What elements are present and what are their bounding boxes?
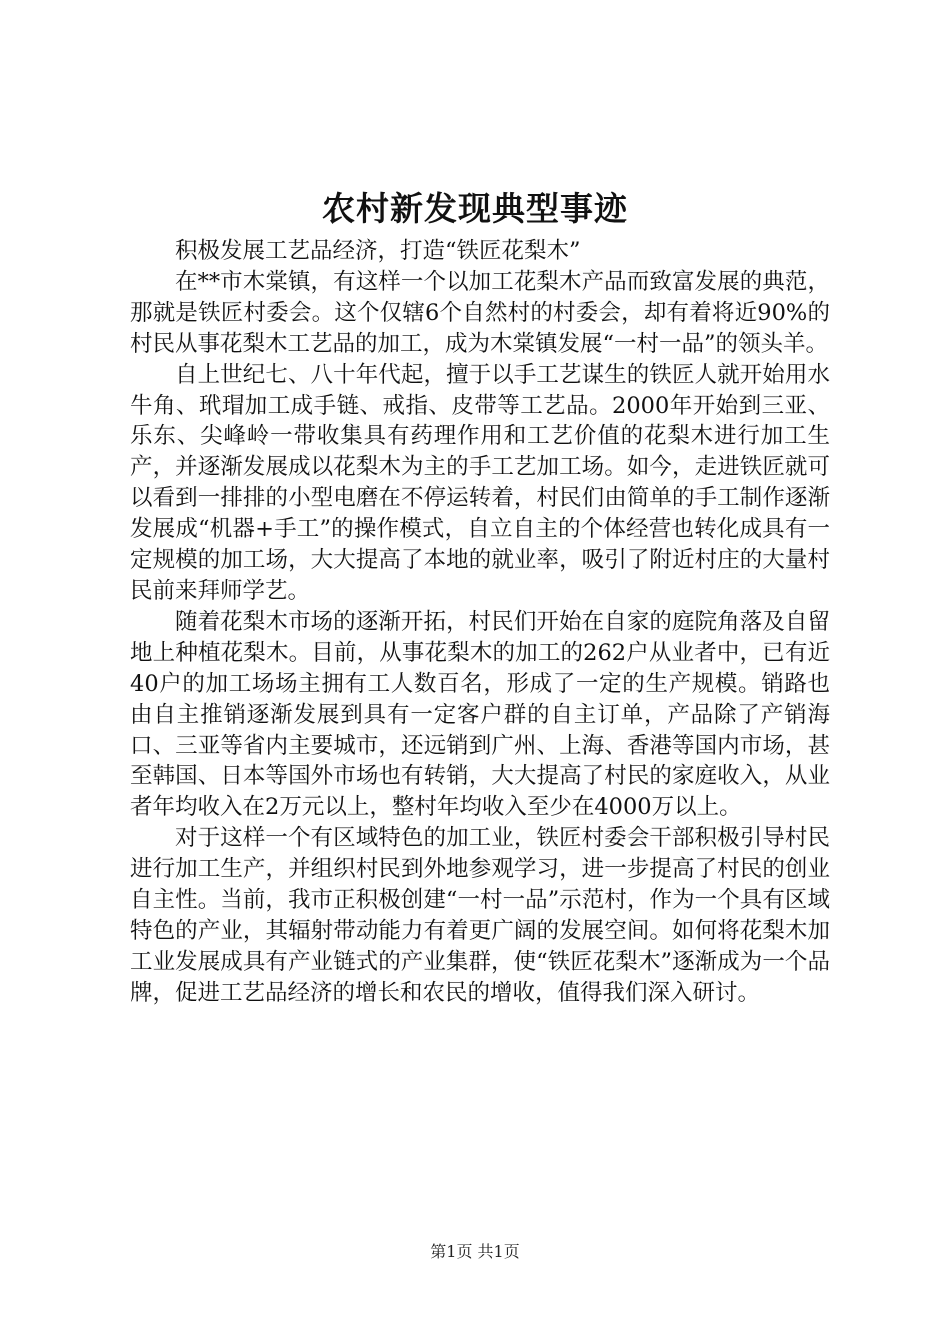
page-footer: 第1页 共1页 bbox=[430, 1242, 520, 1261]
paragraph: 自上世纪七、八十年代起，擅于以手工艺谋生的铁匠人就开始用水牛角、玳瑁加工成手链、戒指、皮带等工艺品。2000年开始到三亚、乐东、尖峰岭一带收集具有药理作用和工艺价值的花梨木进行加工生产，并逐渐发展成以花梨木为主的手工艺加工场。如今，走进铁匠就可以看到一排排的小型电磨在不停运转着，村民们由简单的手工制作逐渐发展成“机器+手工”的操作模式，自立自主的个体经营也转化成具有一定规模的加工场，大大提高了本地的就业率，吸引了附近村庄的大量村民前来拜师学艺。 bbox=[130, 361, 830, 604]
paragraph: 对于这样一个有区域特色的加工业，铁匠村委会干部积极引导村民进行加工生产，并组织村民到外地参观学习，进一步提高了村民的创业自主性。当前，我市正积极创建“一村一品”示范村，作为一个具有区域特色的产业，其辐射带动能力有着更广阔的发展空间。如何将花梨木加工业发展成具有产业链式的产业集群，使“铁匠花梨木”逐渐成为一个品牌，促进工艺品经济的增长和农民的增收，值得我们深入研讨。 bbox=[130, 825, 830, 1006]
document-title: 农村新发现典型事迹 bbox=[322, 189, 628, 228]
document-body bbox=[130, 236, 830, 1009]
paragraph: 在**市木棠镇，有这样一个以加工花梨木产品而致富发展的典范，那就是铁匠村委会。这个仅辖6个自然村的村委会，却有着将近90%的村民从事花梨木工艺品的加工，成为木棠镇发展“一村一品”的领头羊。 bbox=[130, 268, 830, 357]
paragraph-subtitle: 积极发展工艺品经济，打造“铁匠花梨木” bbox=[175, 238, 581, 264]
paragraph: 随着花梨木市场的逐渐开拓，村民们开始在自家的庭院角落及自留地上种植花梨木。目前，从事花梨木的加工的262户从业者中，已有近40户的加工场场主拥有工人数百名，形成了一定的生产规模。销路也由自主推销逐渐发展到具有一定客户群的自主订单，产品除了产销海口、三亚等省内主要城市，还远销到广州、上海、香港等国内市场，甚至韩国、日本等国外市场也有转销，大大提高了村民的家庭收入，从业者年均收入在2万元以上，整村年均收入至少在4000万以上。 bbox=[130, 608, 830, 821]
